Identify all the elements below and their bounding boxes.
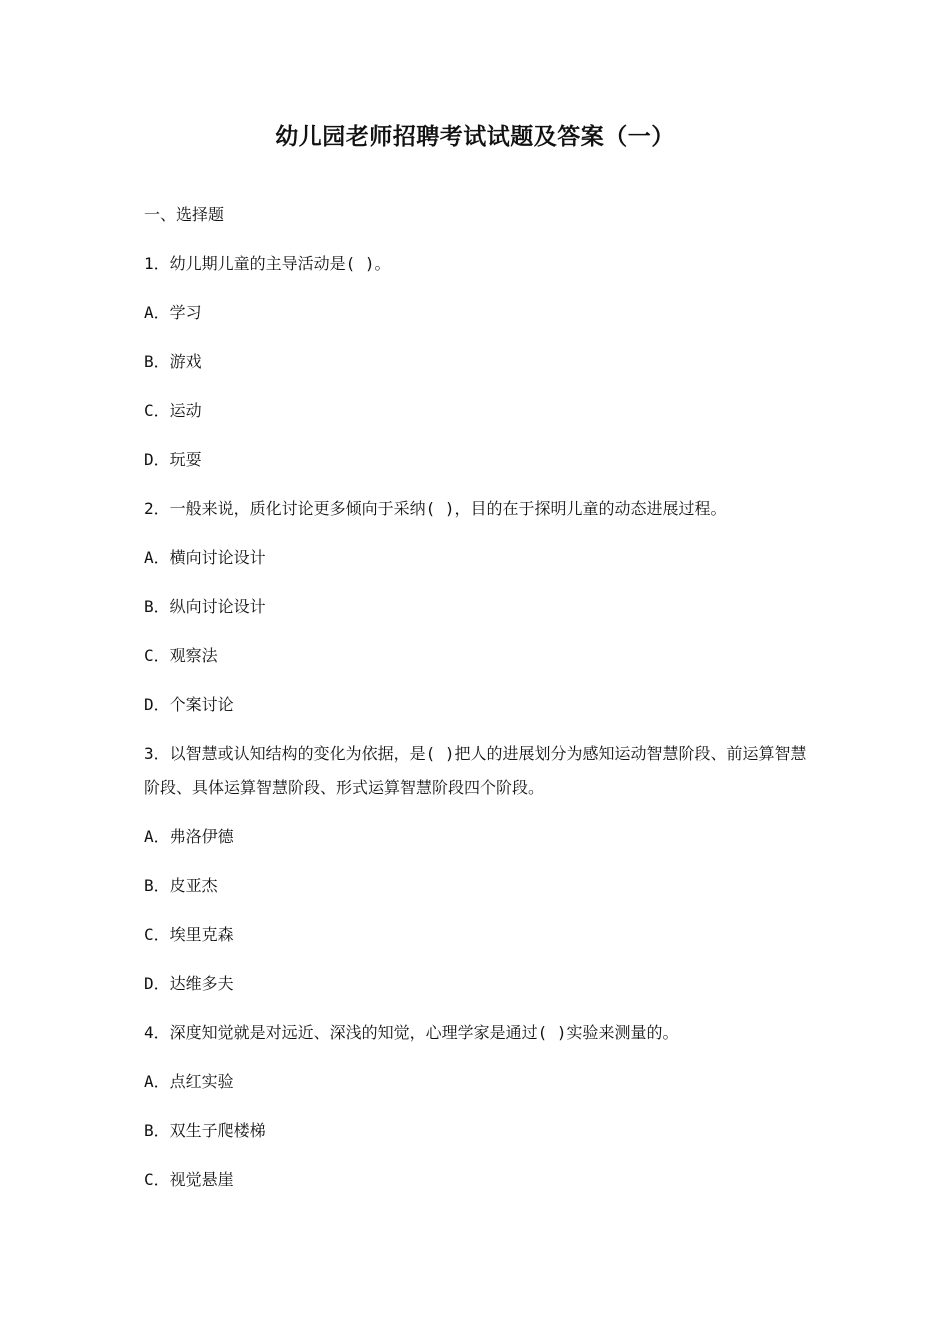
option-d: D．达维多夫 bbox=[144, 974, 234, 993]
question-3 bbox=[144, 737, 814, 1001]
option-b: B．双生子爬楼梯 bbox=[144, 1121, 266, 1140]
question-1 bbox=[144, 247, 814, 477]
document-body bbox=[144, 198, 814, 1212]
option-c: C．观察法 bbox=[144, 646, 218, 665]
section-heading: 一、选择题 bbox=[144, 205, 225, 224]
option-b: B．皮亚杰 bbox=[144, 876, 218, 895]
option-d: D．个案讨论 bbox=[144, 695, 234, 714]
option-a: A．点红实验 bbox=[144, 1072, 234, 1091]
question-stem: 1．幼儿期儿童的主导活动是( )。 bbox=[144, 254, 391, 273]
question-4 bbox=[144, 1016, 814, 1197]
question-2 bbox=[144, 492, 814, 722]
question-stem: 4．深度知觉就是对远近、深浅的知觉，心理学家是通过( )实验来测量的。 bbox=[144, 1023, 679, 1042]
option-d: D．玩耍 bbox=[144, 450, 202, 469]
question-stem: 3．以智慧或认知结构的变化为依据，是( )把人的进展划分为感知运动智慧阶段、前运算智慧阶段、具体运算智慧阶段、形式运算智慧阶段四个阶段。 bbox=[144, 744, 807, 797]
document-title: 幼儿园老师招聘考试试题及答案（一） bbox=[275, 124, 675, 150]
option-c: C．运动 bbox=[144, 401, 202, 420]
option-a: A．学习 bbox=[144, 303, 202, 322]
option-b: B．游戏 bbox=[144, 352, 202, 371]
option-c: C．视觉悬崖 bbox=[144, 1170, 234, 1189]
question-stem: 2．一般来说，质化讨论更多倾向于采纳( )，目的在于探明儿童的动态进展过程。 bbox=[144, 499, 727, 518]
option-b: B．纵向讨论设计 bbox=[144, 597, 266, 616]
option-a: A．弗洛伊德 bbox=[144, 827, 234, 846]
option-a: A．横向讨论设计 bbox=[144, 548, 266, 567]
option-c: C．埃里克森 bbox=[144, 925, 234, 944]
